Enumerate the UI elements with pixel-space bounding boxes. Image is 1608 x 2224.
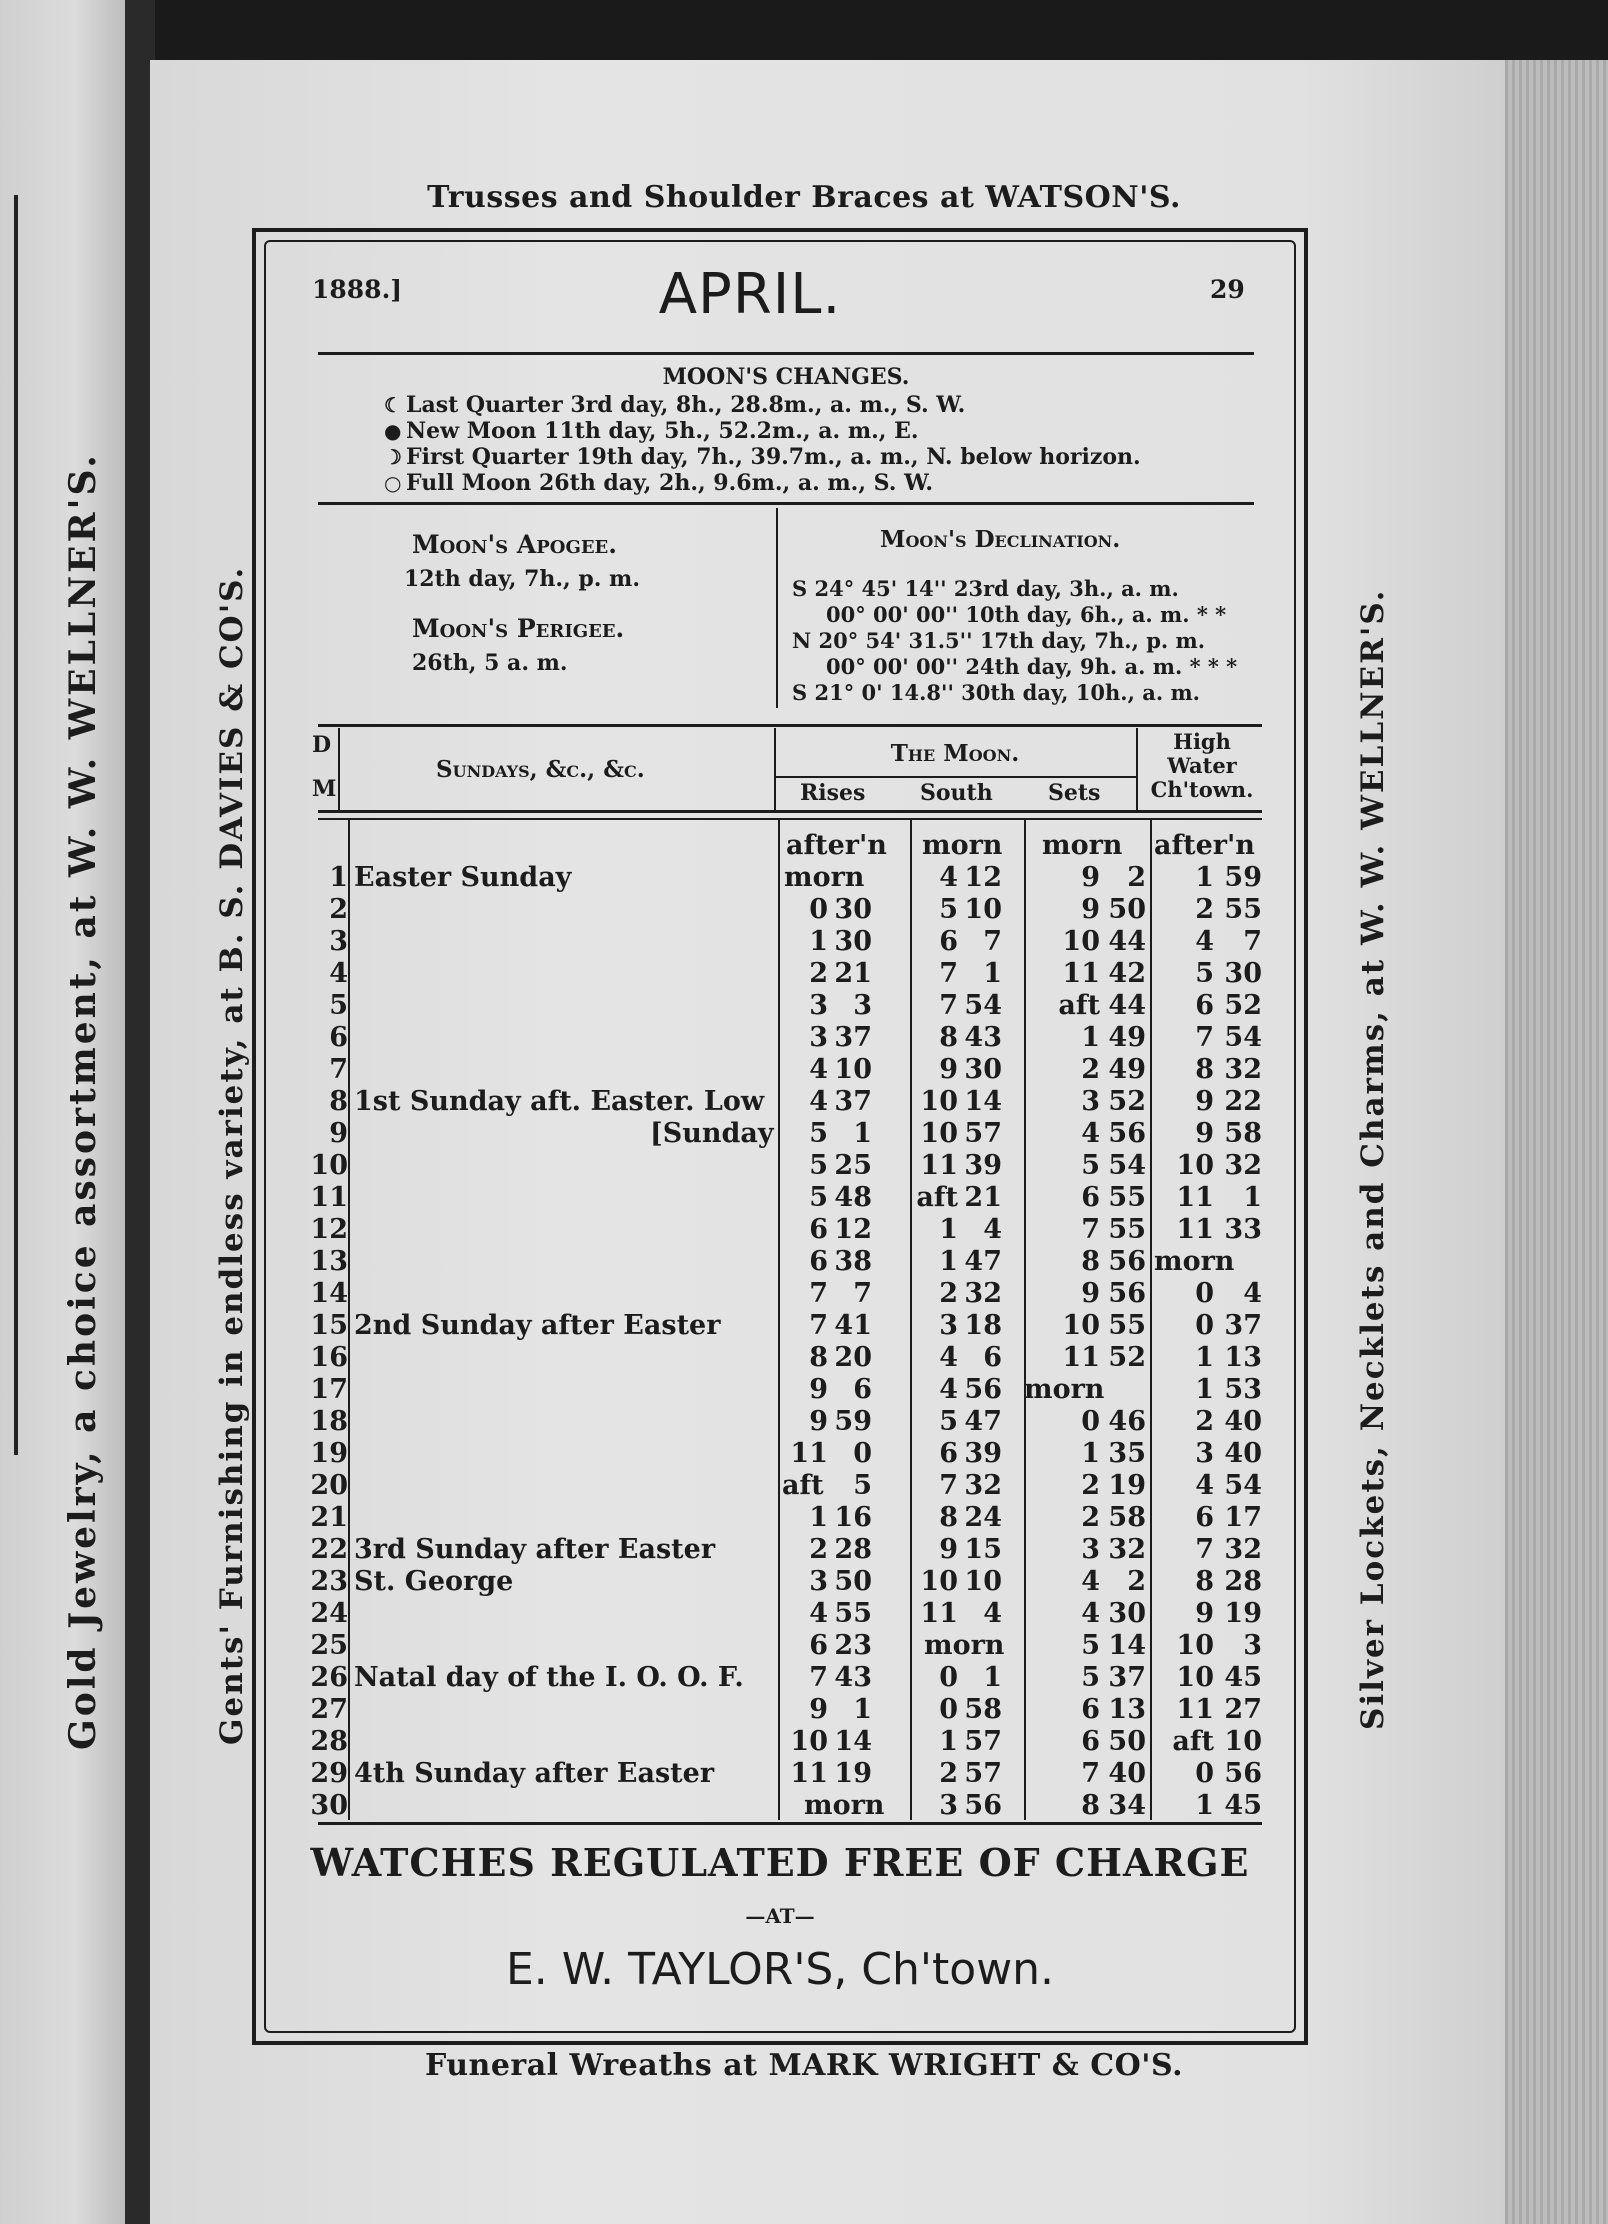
declination-line-4: 00° 00' 00'' 24th day, 9h. a. m. * * * <box>826 654 1238 679</box>
moon-change-full-moon: ○ Full Moon 26th day, 2h., 9.6m., a. m., S. W. <box>384 470 934 496</box>
left-page-edge <box>0 0 125 2224</box>
header-dm-divider <box>338 728 340 810</box>
table-row: 21 1 16 8 24 2 58 6 17 <box>310 1502 1262 1533</box>
table-row: 13 6 38 1 47 8 56 morn <box>310 1246 1235 1277</box>
apogee-text: 12th day, 7h., p. m. <box>404 566 640 592</box>
moon-changes-rule <box>318 502 1254 505</box>
header-south: South <box>920 780 993 806</box>
subheader-water: after'n <box>1154 830 1255 861</box>
header-bottom-rule-2 <box>318 818 1262 820</box>
header-top-rule <box>318 724 1262 727</box>
table-row: 2 0 30 5 10 9 50 2 55 <box>329 894 1262 925</box>
table-row: 5 3 3 7 54 aft 44 6 52 <box>329 990 1262 1021</box>
apogee-heading: Moon's Apogee. <box>412 530 617 559</box>
left-page-border <box>0 195 18 1455</box>
declination-line-2: 00° 00' 00'' 10th day, 6h., a. m. * * <box>826 602 1227 627</box>
table-row: 6 3 37 8 43 1 49 7 54 <box>329 1022 1262 1053</box>
table-row: 4 2 21 7 1 11 42 5 30 <box>329 958 1262 989</box>
year-label: 1888.] <box>312 275 403 304</box>
header-sets: Sets <box>1048 780 1101 806</box>
right-side-advertisement: Silver Lockets, Necklets and Charms, at W. W. WELLNER'S. <box>1355 588 1391 1730</box>
moon-change-new-moon: ● New Moon 11th day, 5h., 52.2m., a. m., E. <box>384 418 919 444</box>
subheader-rises: after'n <box>786 830 887 861</box>
table-row: 9 [Sunday 5 1 10 57 4 56 9 58 <box>329 1118 1262 1149</box>
header-sundays: Sundays, &c., &c. <box>436 756 645 783</box>
perigee-heading: Moon's Perigee. <box>412 614 625 643</box>
moon-change-last-quarter: ☾ Last Quarter 3rd day, 8h., 28.8m., a. m., S. W. <box>384 392 966 418</box>
subheader-sets: morn <box>1042 830 1123 861</box>
first-quarter-icon: ☽ <box>384 445 402 469</box>
header-moon-rule <box>776 776 1136 778</box>
bottom-ad-line-2: —AT— <box>745 1904 815 1928</box>
left-side-advertisement: Gents' Furnishing in endless variety, at B. S. DAVIES & CO'S. <box>214 565 250 1745</box>
subheader-south: morn <box>922 830 1003 861</box>
table-row: 27 9 1 0 58 6 13 11 27 <box>310 1694 1262 1725</box>
table-row: 26 Natal day of the I. O. O. F. 7 43 0 1 5 37 10 45 <box>310 1662 1262 1693</box>
table-row: 20 aft 5 7 32 2 19 4 54 <box>310 1470 1262 1501</box>
table-row: 12 6 12 1 4 7 55 11 33 <box>310 1214 1262 1245</box>
header-d: D <box>312 732 332 758</box>
declination-line-5: S 21° 0' 14.8'' 30th day, 10h., a. m. <box>792 680 1200 705</box>
table-row: 18 9 59 5 47 0 46 2 40 <box>310 1406 1262 1437</box>
declination-line-1: S 24° 45' 14'' 23rd day, 3h., a. m. <box>792 576 1179 601</box>
table-row: 25 6 23 morn 5 14 10 3 <box>310 1630 1262 1661</box>
header-rises: Rises <box>800 780 866 806</box>
title-rule <box>318 352 1254 355</box>
month-title: APRIL. <box>658 262 842 327</box>
new-moon-icon: ● <box>384 419 402 443</box>
table-bottom-rule <box>318 1822 1262 1825</box>
table-row: 22 3rd Sunday after Easter 2 28 9 15 3 32 7 32 <box>310 1534 1262 1565</box>
declination-line-3: N 20° 54' 31.5'' 17th day, 7h., p. m. <box>792 628 1206 653</box>
full-moon-icon: ○ <box>384 471 402 495</box>
header-the-moon: The Moon. <box>890 740 1020 767</box>
declination-heading: Moon's Declination. <box>880 526 1121 553</box>
moon-changes-heading: MOON'S CHANGES. <box>662 364 910 390</box>
table-row: 30 morn 3 56 8 34 1 45 <box>310 1790 1262 1821</box>
table-row: 17 9 6 4 56 morn 1 53 <box>310 1374 1262 1405</box>
moon-change-first-quarter: ☽ First Quarter 19th day, 7h., 39.7m., a. m., N. below horizon. <box>384 444 1141 470</box>
last-quarter-icon: ☾ <box>384 393 402 417</box>
bottom-ad-line-1: WATCHES REGULATED FREE OF CHARGE <box>310 1840 1250 1885</box>
table-row: 3 1 30 6 7 10 44 4 7 <box>329 926 1262 957</box>
left-page-vertical-text: Gold Jewelry, a choice assortment, at W. W. WELLNER'S. <box>62 452 104 1750</box>
footer-advertisement: Funeral Wreaths at MARK WRIGHT & CO'S. <box>424 2048 1184 2083</box>
page-number: 29 <box>1210 275 1245 304</box>
table-row: 19 11 0 6 39 1 35 3 40 <box>310 1438 1262 1469</box>
header-bottom-rule-1 <box>318 810 1262 813</box>
table-row: 7 4 10 9 30 2 49 8 32 <box>329 1054 1262 1085</box>
table-row: 10 5 25 11 39 5 54 10 32 <box>310 1150 1262 1181</box>
table-row: 1 Easter Sunday morn 4 12 9 2 1 59 <box>329 862 1262 893</box>
table-row: 24 4 55 11 4 4 30 9 19 <box>310 1598 1262 1629</box>
perigee-text: 26th, 5 a. m. <box>412 650 568 676</box>
table-row: 28 10 14 1 57 6 50 aft 10 <box>310 1726 1262 1757</box>
table-row: 15 2nd Sunday after Easter 7 41 3 18 10 55 0 37 <box>310 1310 1262 1341</box>
bottom-ad-line-3: E. W. TAYLOR'S, Ch'town. <box>505 1944 1055 1995</box>
header-advertisement: Trusses and Shoulder Braces at WATSON'S. <box>427 180 1181 215</box>
table-row: 29 4th Sunday after Easter 11 19 2 57 7 40 0 56 <box>310 1758 1262 1789</box>
table-row: 11 5 48 aft 21 6 55 11 1 <box>310 1182 1262 1213</box>
table-row: 8 1st Sunday aft. Easter. Low 4 37 10 14 3 52 9 22 <box>329 1086 1262 1117</box>
declination-divider <box>776 508 778 708</box>
table-row: 14 7 7 2 32 9 56 0 4 <box>310 1278 1262 1309</box>
right-page-edge <box>1505 60 1608 2224</box>
header-water-divider <box>1136 728 1138 810</box>
header-high-water: High Water Ch'town. <box>1150 729 1254 802</box>
table-row: 16 8 20 4 6 11 52 1 13 <box>310 1342 1262 1373</box>
header-m: M <box>312 776 337 802</box>
table-row: 23 St. George 3 50 10 10 4 2 8 28 <box>310 1566 1262 1597</box>
